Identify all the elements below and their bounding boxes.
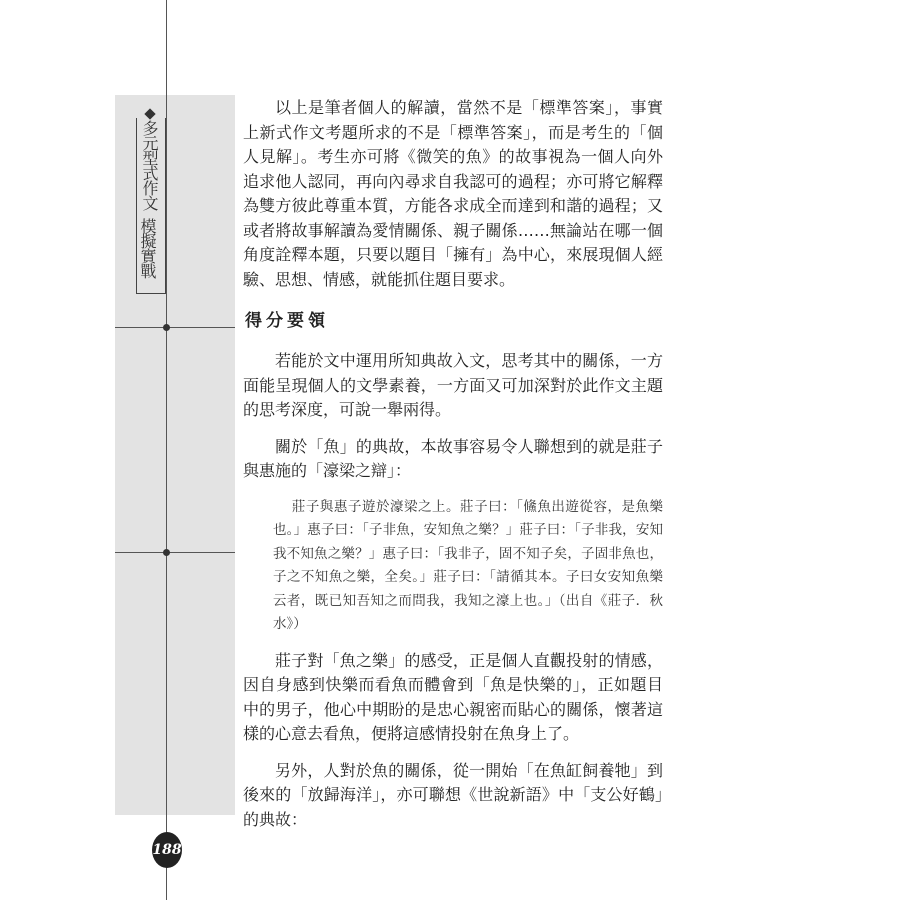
divider-dot-bottom	[163, 549, 170, 556]
paragraph-fish-allusion: 關於「魚」的典故，本故事容易令人聯想到的就是莊子與惠施的「濠梁之辯」：	[243, 436, 663, 480]
section-heading: 得分要領	[245, 311, 329, 331]
quote-block: 莊子與惠子遊於濠梁之上。莊子曰：「鯈魚出遊從容，是魚樂也。」惠子曰：「子非魚，安知魚之樂？」莊子曰：「子非我，安知我不知魚之樂？」惠子曰：「我非子，固不知子矣，子固非魚也，子之不知魚之樂，全矣。」莊子曰：「請循其本。子曰女安知魚樂云者，既已知吾知之而問我，我知之濠上也。」（出自《莊子．秋水》）	[273, 498, 663, 632]
sidebar-panel	[115, 95, 235, 815]
divider-line-bottom	[115, 552, 235, 553]
vertical-rule	[166, 0, 167, 900]
divider-dot-top	[163, 324, 170, 331]
series-title: 多元型式作文	[140, 120, 159, 210]
series-subtitle: 模擬實戰	[138, 218, 157, 278]
paragraph-zhuangzi: 莊子對「魚之樂」的感受，正是個人直觀投射的情感，因自身感到快樂而看魚而體會到「魚是快樂的」，正如題目中的男子，他心中期盼的是忠心親密而貼心的關係，懷著這樣的心意去看魚，便將這感情投射在魚身上了。	[243, 650, 663, 743]
paragraph-allusion: 若能於文中運用所知典故入文，思考其中的關係，一方面能呈現個人的文學素養，一方面又可加深對於此作文主題的思考深度，可說一舉兩得。	[243, 351, 663, 419]
divider-line-top	[115, 327, 235, 328]
main-content	[243, 96, 663, 844]
page-number: 188	[152, 832, 182, 868]
paragraph-interpretation: 以上是筆者個人的解讀，當然不是「標準答案」，事實上新式作文考題所求的不是「標準答案」，而是考生的「個人見解」。考生亦可將《微笑的魚》的故事視為一個人向外追求他人認同，再向內尋求自我認可的過程；亦可將它解釋為雙方彼此尊重本質，方能各求成全而達到和諧的過程；又或者將故事解讀為愛情關係、親子關係……無論站在哪一個角度詮釋本題，只要以題目「擁有」為中心，來展現個人經驗、思想、情感，就能抓住題目要求。	[243, 98, 663, 289]
paragraph-relationship: 另外，人對於魚的關係，從一開始「在魚缸飼養牠」到後來的「放歸海洋」，亦可聯想《世說新語》中「支公好鶴」的典故：	[243, 760, 663, 829]
